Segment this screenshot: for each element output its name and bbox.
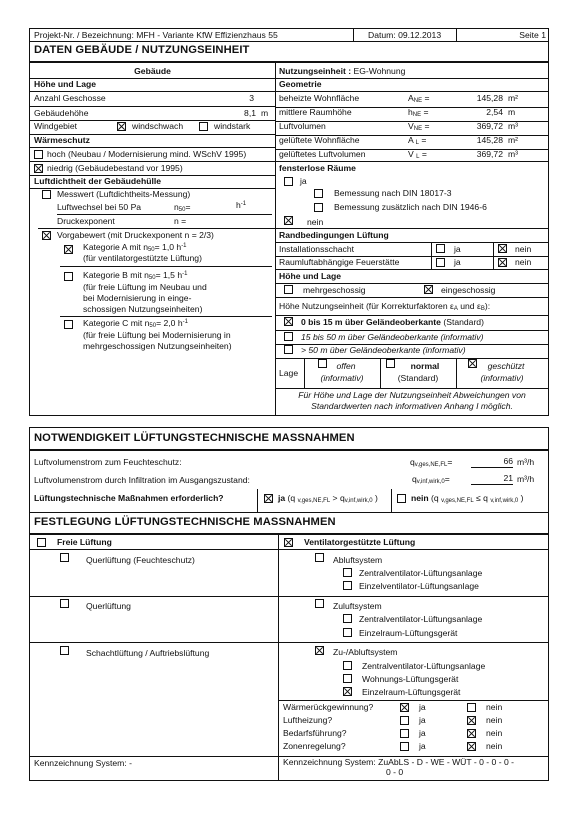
windowless-rooms-heading: fensterlose Räume [279, 163, 356, 173]
location-open-label: offen [336, 361, 356, 371]
insulation-low-checkbox[interactable] [34, 164, 43, 173]
single-storey-checkbox[interactable] [424, 285, 433, 294]
geometry-row-label: mittlere Raumhöhe [279, 107, 352, 117]
system-option-no-checkbox[interactable] [467, 729, 476, 738]
din-1946-checkbox[interactable] [314, 203, 323, 212]
moisture-airflow-symbol: qv,ges,NE,FL= [410, 457, 453, 468]
fireplace-yes-label: ja [454, 257, 461, 267]
exhaust-single-checkbox[interactable] [343, 581, 352, 590]
location-label: Lage [279, 368, 299, 378]
wind-zone-label: Windgebiet [34, 121, 77, 131]
geometry-row-symbol: VNE = [408, 121, 430, 132]
geometry-row-unit: m² [508, 135, 519, 145]
supply-room-checkbox[interactable] [343, 628, 352, 637]
windowless-no-checkbox[interactable] [284, 216, 293, 225]
fireplace-yes-checkbox[interactable] [436, 258, 445, 267]
fan-ventilation-checkbox[interactable] [284, 538, 293, 547]
category-b-title: Kategorie B mit n50= 1,5 $h^{-1}$ [83, 270, 188, 281]
geometry-row-label: gelüftetes Luftvolumen [279, 149, 366, 159]
building-height-unit: m [261, 108, 269, 118]
per-hour-unit: $h^{-1}$ [236, 200, 247, 210]
measures-yes-checkbox[interactable] [264, 494, 273, 503]
system-code-right-2: 0 - 0 [386, 767, 404, 777]
height-15-50-label: 15 bis 50 m über Geländeoberkante (informativ) [301, 332, 484, 342]
infiltration-airflow-symbol: qv,inf,wirk,0= [412, 474, 450, 485]
multi-storey-checkbox[interactable] [284, 285, 293, 294]
shaft-no-label: nein [515, 244, 532, 254]
geometry-row-value: 369,72 [476, 121, 503, 131]
geometry-row-unit: m² [508, 93, 519, 103]
geometry-row-symbol: hNE = [408, 107, 429, 118]
shaft-vent-label: Schachtlüftung / Auftriebslüftung [86, 648, 210, 658]
cross-vent-moisture-label: Querlüftung (Feuchteschutz) [86, 555, 195, 565]
correction-factor-label: Höhe Nutzungseinheit (für Korrekturfaktoren εA und εB): [279, 301, 491, 312]
windowless-yes-label: ja [300, 176, 307, 186]
geometry-heading: Geometrie [279, 79, 322, 89]
combined-room-label: Einzelraum-Lüftungsgerät [362, 687, 461, 697]
n-symbol: n = [174, 216, 187, 226]
storeys-label: Anzahl Geschosse [34, 93, 106, 103]
system-option-label: Zonenregelung? [283, 741, 346, 751]
measures-no-label: nein (q v,ges,NE,FL ≤ q v,inf,wirk,0 ) [411, 493, 524, 504]
geometry-row-symbol: A L = [408, 135, 427, 146]
category-a-title: Kategorie A mit n50= 1,0 $h^{-1}$ [83, 242, 187, 253]
category-c-checkbox[interactable] [64, 320, 73, 329]
measured-value-checkbox[interactable] [42, 190, 51, 199]
geometry-row-label: Luftvolumen [279, 121, 326, 131]
category-a-note: (für ventilatorgestützte Lüftung) [83, 253, 202, 263]
category-b-note-1: (für freie Lüftung im Neubau und [83, 282, 207, 292]
category-b-checkbox[interactable] [64, 272, 73, 281]
n50-symbol: n50= [174, 202, 191, 213]
supply-central-label: Zentralventilator-Lüftungsanlage [359, 614, 483, 624]
system-option-no-checkbox[interactable] [467, 742, 476, 751]
moisture-airflow-label: Luftvolumenstrom zum Feuchteschutz: [34, 457, 182, 467]
location-normal-note: (Standard) [397, 373, 439, 383]
fireplace-no-label: nein [515, 257, 532, 267]
combined-flat-checkbox[interactable] [343, 674, 352, 683]
system-option-no-label: nein [486, 728, 503, 738]
footnote-line-1: Für Höhe und Lage der Nutzungseinheit Abweichungen von [298, 390, 526, 400]
geometry-row-unit: m³ [508, 121, 519, 131]
geometry-row-unit: m [508, 107, 516, 117]
system-option-yes-checkbox[interactable] [400, 716, 409, 725]
category-a-checkbox[interactable] [64, 245, 73, 254]
system-option-yes-checkbox[interactable] [400, 742, 409, 751]
system-option-yes-label: ja [419, 715, 426, 725]
project-label: Projekt-Nr. / Bezeichnung: MFH - Variante KfW Effizienzhaus 55 [34, 30, 278, 40]
exhaust-central-label: Zentralventilator-Lüftungsanlage [359, 568, 483, 578]
single-storey-label: eingeschossig [441, 285, 496, 295]
category-c-note-1: (für freie Lüftung bei Modernisierung in [83, 330, 231, 340]
system-option-no-label: nein [486, 715, 503, 725]
height-location-heading: Höhe und Lage [34, 79, 97, 89]
default-value-label: Vorgabewert (mit Druckexponent n = 2/3) [57, 230, 214, 240]
system-option-no-checkbox[interactable] [467, 703, 476, 712]
air-change-label: Luftwechsel bei 50 Pa [57, 202, 142, 212]
cross-vent-checkbox[interactable] [60, 599, 69, 608]
category-c-title: Kategorie C mit n50= 2,0 $h^{-1}$ [83, 318, 188, 329]
exhaust-single-label: Einzelventilator-Lüftungsanlage [359, 581, 479, 591]
pressure-exponent-label: Druckexponent [57, 216, 115, 226]
measures-yes-label: ja (q v,ges,NE,FL > qv,inf,wirk,0 ) [278, 493, 378, 504]
building-height-value: 8,1 [244, 108, 256, 118]
height-0-15-label: 0 bis 15 m über Geländeoberkante (Standard) [301, 317, 484, 327]
installation-shaft-label: Installationsschacht [279, 244, 354, 254]
location-sheltered-label: geschützt [487, 361, 525, 371]
system-option-yes-checkbox[interactable] [400, 703, 409, 712]
geometry-row-label: beheizte Wohnfläche [279, 93, 360, 103]
combined-room-checkbox[interactable] [343, 687, 352, 696]
fireplace-label: Raumluftabhängige Feuerstätte [279, 257, 400, 267]
system-option-yes-label: ja [419, 702, 426, 712]
system-code-left: Kennzeichnung System: - [34, 758, 132, 768]
fireplace-no-checkbox[interactable] [498, 258, 507, 267]
system-option-yes-label: ja [419, 728, 426, 738]
default-value-checkbox[interactable] [42, 231, 51, 240]
date-label: Datum: 09.12.2013 [368, 30, 442, 40]
geometry-row-value: 369,72 [476, 149, 503, 159]
din-1946-label: Bemessung zusätzlich nach DIN 1946-6 [334, 202, 487, 212]
geometry-row-unit: m³ [508, 149, 519, 159]
windowless-yes-checkbox[interactable] [284, 177, 293, 186]
wind-weak-checkbox[interactable] [117, 122, 126, 131]
moisture-airflow-unit: m³/h [517, 457, 535, 467]
geometry-row-value: 145,28 [476, 93, 503, 103]
infiltration-airflow-label: Luftvolumenstrom durch Infiltration im Ausgangszustand: [34, 475, 250, 485]
combined-flat-label: Wohnungs-Lüftungsgerät [362, 674, 459, 684]
insulation-high-label: hoch (Neubau / Modernisierung mind. WSchV 1995) [47, 149, 247, 159]
shaft-vent-checkbox[interactable] [60, 646, 69, 655]
building-height-label: Gebäudehöhe [34, 108, 89, 118]
cross-vent-moisture-checkbox[interactable] [60, 553, 69, 562]
system-code-right-1: Kennzeichnung System: ZuAbLS - D - WE - WÜT - 0 - 0 - 0 - [283, 757, 514, 767]
exhaust-system-label: Abluftsystem [333, 555, 383, 565]
din-18017-checkbox[interactable] [314, 189, 323, 198]
supply-system-checkbox[interactable] [315, 599, 324, 608]
din-18017-label: Bemessung nach DIN 18017-3 [334, 188, 452, 198]
geometry-row-symbol: V L = [408, 149, 427, 160]
location-normal-checkbox[interactable] [386, 359, 395, 368]
cross-vent-label: Querlüftung [86, 601, 131, 611]
airtightness-heading: Luftdichtheit der Gebäudehülle [34, 176, 162, 186]
moisture-airflow-value: 66 [471, 457, 513, 468]
insulation-low-label: niedrig (Gebäudebestand vor 1995) [47, 163, 183, 173]
supply-central-checkbox[interactable] [343, 614, 352, 623]
multi-storey-label: mehrgeschossig [303, 285, 366, 295]
free-ventilation-heading: Freie Lüftung [57, 537, 112, 547]
geometry-row-value: 145,28 [476, 135, 503, 145]
ventilation-conditions-heading: Randbedingungen Lüftung [279, 230, 389, 240]
system-option-no-label: nein [486, 741, 503, 751]
geometry-row-symbol: ANE = [408, 93, 430, 104]
system-option-label: Wärmerückgewinnung? [283, 702, 374, 712]
supply-room-label: Einzelraum-Lüftungsgerät [359, 628, 458, 638]
geometry-row-value: 2,54 [486, 107, 503, 117]
wind-strong-label: windstark [214, 121, 251, 131]
system-option-yes-label: ja [419, 741, 426, 751]
insulation-high-checkbox[interactable] [34, 150, 43, 159]
system-option-label: Luftheizung? [283, 715, 333, 725]
unit-heading: Nutzungseinheit : EG-Wohnung [279, 66, 406, 76]
height-15-50-checkbox[interactable] [284, 332, 293, 341]
combined-central-label: Zentralventilator-Lüftungsanlage [362, 661, 486, 671]
infiltration-airflow-unit: m³/h [517, 474, 535, 484]
shaft-yes-label: ja [454, 244, 461, 254]
footnote-line-2: Standardwerten nach informativen Anhang I möglich. [311, 401, 513, 411]
system-option-no-checkbox[interactable] [467, 716, 476, 725]
category-b-note-3: schossigen Nutzungseinheiten) [83, 304, 203, 314]
measures-no-checkbox[interactable] [397, 494, 406, 503]
wind-weak-label: windschwach [132, 121, 184, 131]
category-b-note-2: bei Modernisierung in einge- [83, 293, 192, 303]
section-title-necessity: NOTWENDIGKEIT LÜFTUNGSTECHNISCHE MASSNAHMEN [34, 432, 355, 444]
windowless-no-label: nein [307, 217, 324, 227]
combined-central-checkbox[interactable] [343, 661, 352, 670]
location-normal-label: normal [410, 361, 440, 371]
system-option-no-label: nein [486, 702, 503, 712]
geometry-row-label: gelüftete Wohnfläche [279, 135, 360, 145]
section-title-measures: FESTLEGUNG LÜFTUNGSTECHNISCHE MASSNAHMEN [34, 516, 336, 528]
exhaust-central-checkbox[interactable] [343, 568, 352, 577]
supply-exhaust-checkbox[interactable] [315, 646, 324, 655]
height-0-15-checkbox[interactable] [284, 317, 293, 326]
supply-system-label: Zuluftsystem [333, 601, 382, 611]
measured-value-label: Messwert (Luftdichtheits-Messung) [57, 189, 191, 199]
building-heading: Gebäude [134, 66, 171, 76]
wind-strong-checkbox[interactable] [199, 122, 208, 131]
fan-ventilation-heading: Ventilatorgestützte Lüftung [304, 537, 416, 547]
storeys-value: 3 [249, 93, 254, 103]
infiltration-airflow-value: 21 [471, 474, 513, 485]
location-sheltered-note: (informativ) [480, 373, 524, 383]
height-over-50-label: > 50 m über Geländeoberkante (informativ) [301, 345, 466, 355]
measures-required-label: Lüftungstechnische Maßnahmen erforderlich? [34, 493, 224, 503]
page-number: Seite 1 [519, 30, 546, 40]
system-option-label: Bedarfsführung? [283, 728, 347, 738]
height-over-50-checkbox[interactable] [284, 345, 293, 354]
location-open-note: (informativ) [320, 373, 364, 383]
free-ventilation-checkbox[interactable] [37, 538, 46, 547]
shaft-yes-checkbox[interactable] [436, 244, 445, 253]
unit-location-heading: Höhe und Lage [279, 271, 342, 281]
thermal-protection-heading: Wärmeschutz [34, 135, 90, 145]
shaft-no-checkbox[interactable] [498, 244, 507, 253]
exhaust-system-checkbox[interactable] [315, 553, 324, 562]
category-c-note-2: mehrgeschossigen Nutzungseinheiten) [83, 341, 232, 351]
system-option-yes-checkbox[interactable] [400, 729, 409, 738]
section-title-building: DATEN GEBÄUDE / NUTZUNGSEINHEIT [34, 44, 250, 56]
supply-exhaust-label: Zu-/Abluftsystem [333, 647, 398, 657]
